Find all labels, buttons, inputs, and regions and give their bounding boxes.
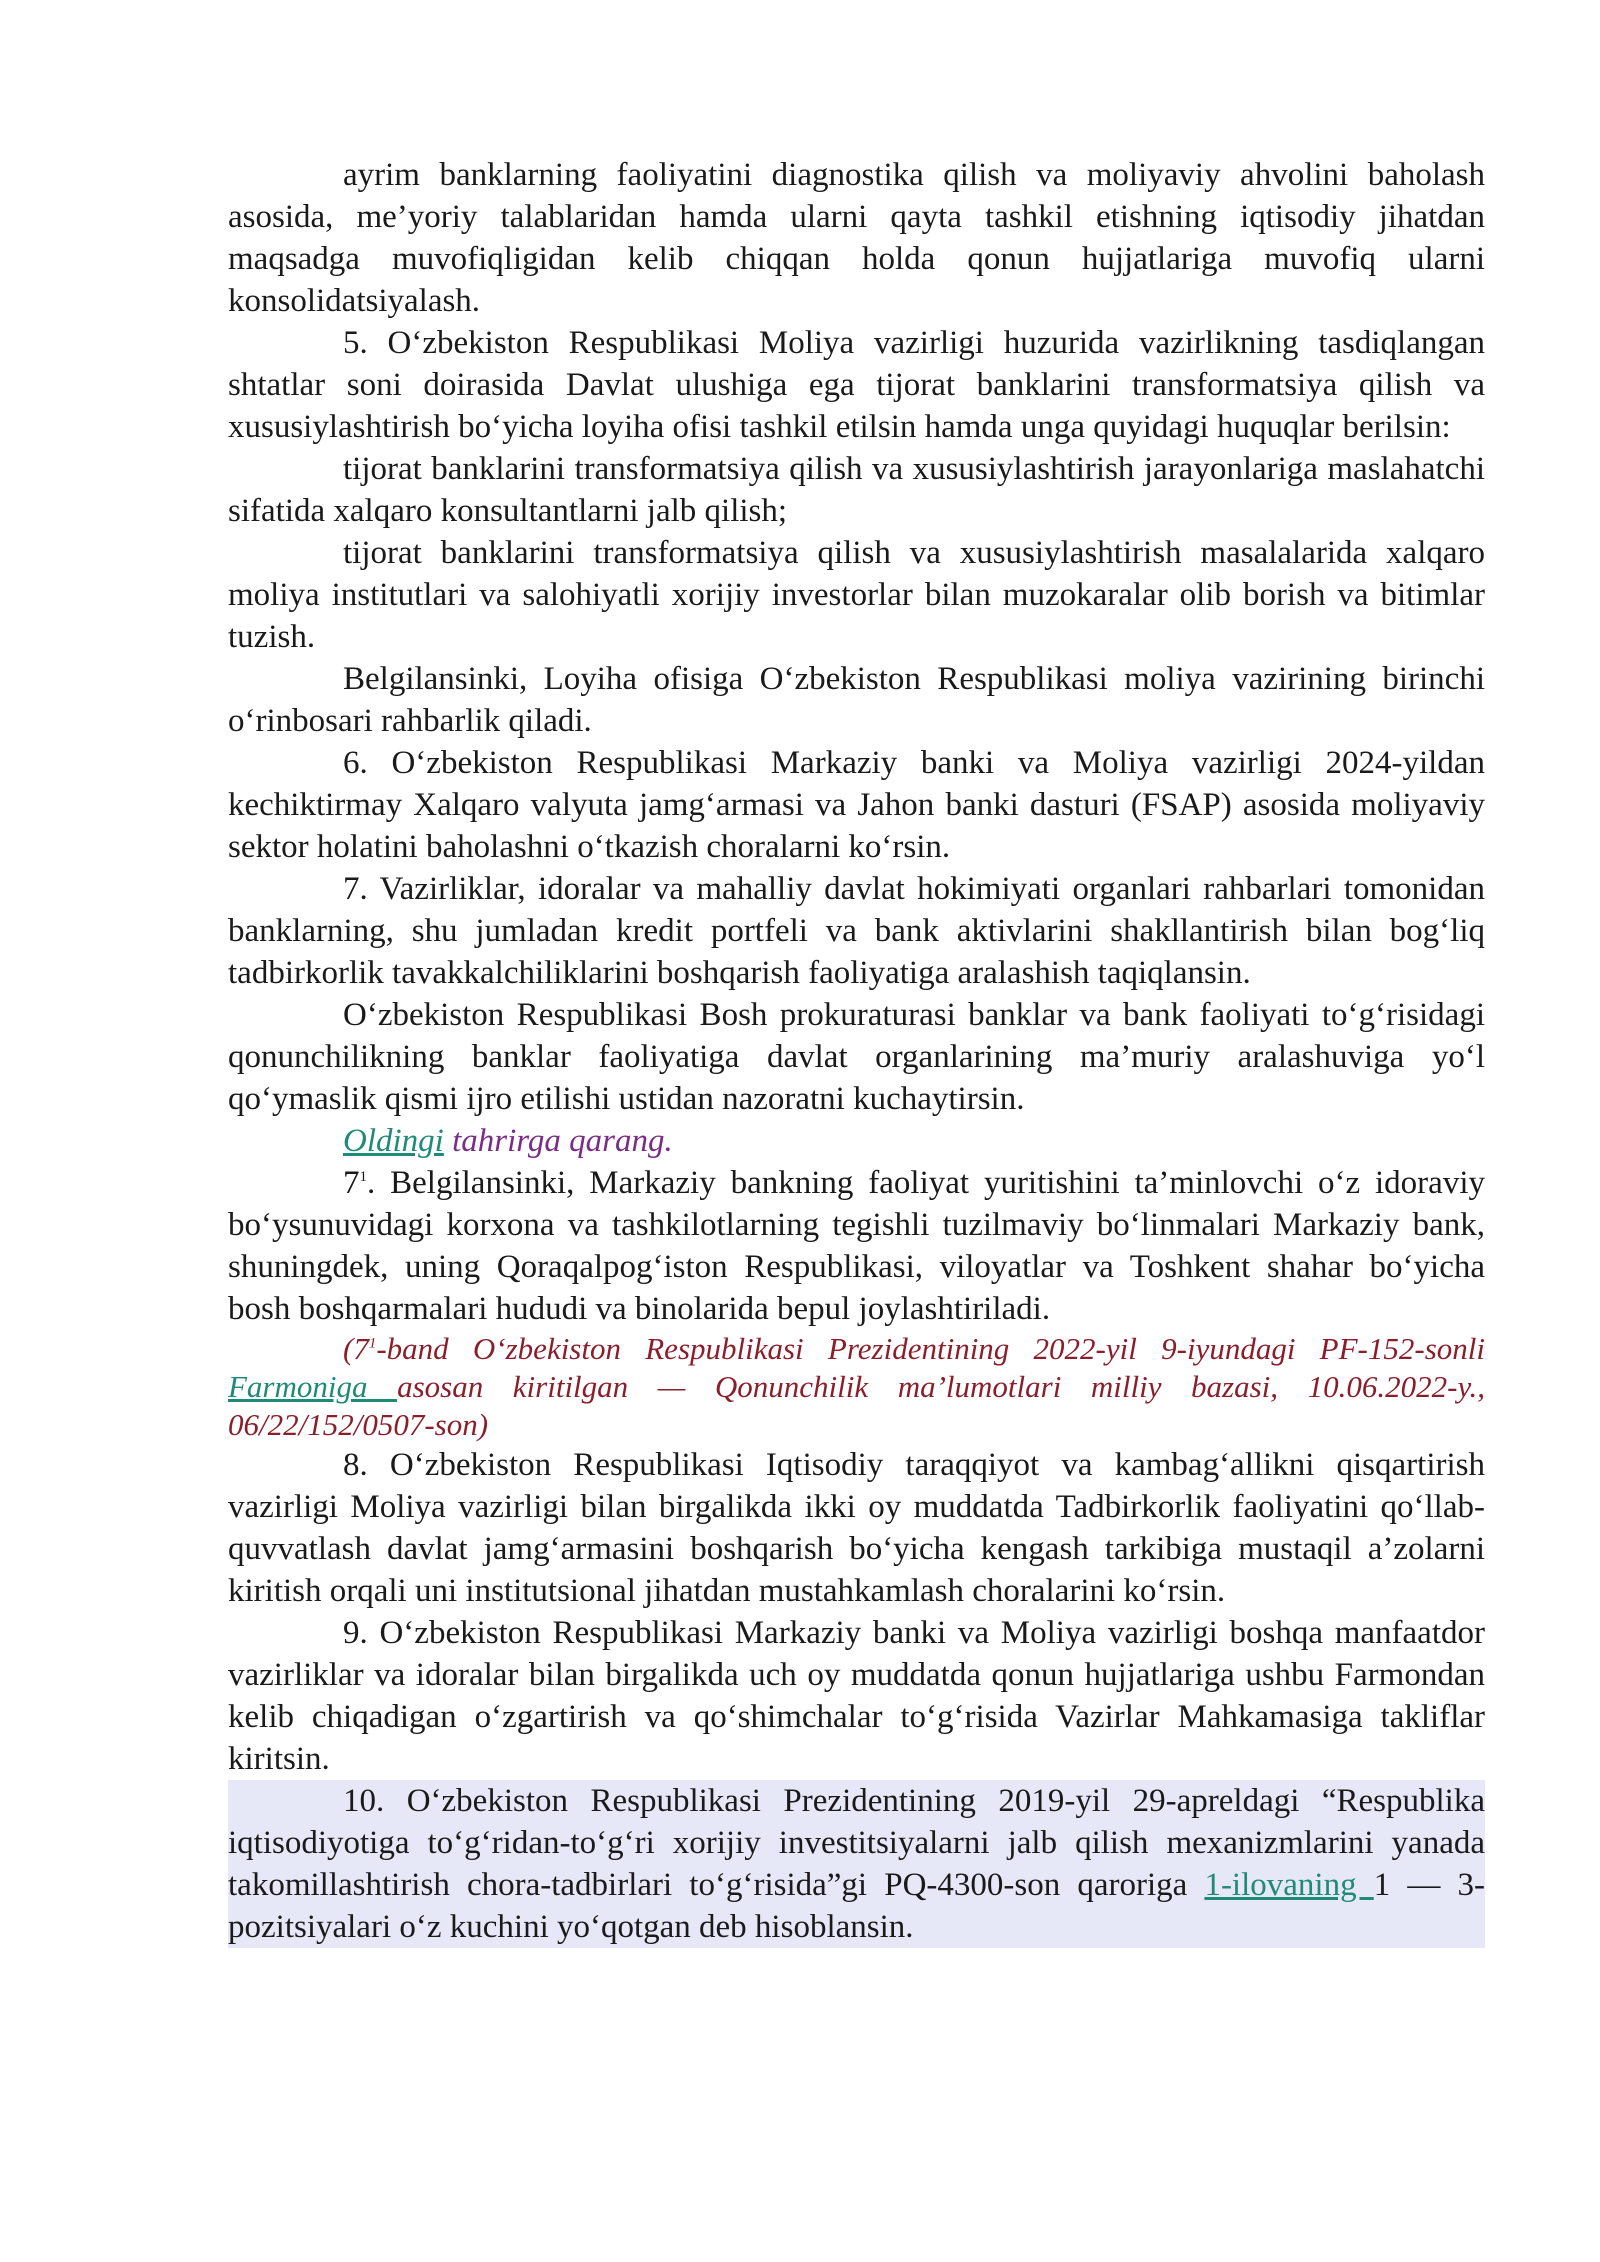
paragraph-6: 6. O‘zbekiston Respublikasi Markaziy banki va Moliya vazirligi 2024-yildan kechiktirmay Xalqaro valyuta jamg‘armasi va Jahon banki dasturi (FSAP) asosida moliyaviy sektor holatini baholashni o‘tkazish choralarni ko‘rsin. xyxy=(228,745,1485,865)
annex-link[interactable]: 1-ilovaning xyxy=(1204,1867,1374,1903)
paragraph-7-1 xyxy=(228,1162,1485,1330)
paragraph-5: 5. O‘zbekiston Respublikasi Moliya vazirligi huzurida vazirlikning tasdiqlangan shtatlar soni doirasida Davlat ulushiga ega tijorat banklarini transformatsiya qilish va xususiylashtirish bo‘yicha loyiha ofisi tashkil etilsin hamda unga quyidagi huquqlar berilsin: xyxy=(228,325,1485,445)
paragraph-10 xyxy=(228,1780,1485,1948)
amendment-note-prefix: (7 xyxy=(343,1331,369,1366)
paragraph-5-item-negotiations: tijorat banklarini transformatsiya qilish va xususiylashtirish masalalarida xalqaro moliya institutlari va salohiyatli xorijiy investorlar bilan muzokaralar olib borish va bitimlar tuzish. xyxy=(228,535,1485,655)
amendment-note-rest: asosan kiritilgan — Qonunchilik ma’lumotlari milliy bazasi, 10.06.2022-y., 06/22/152/0507-son) xyxy=(228,1369,1485,1442)
amendment-note-superscript: 1 xyxy=(368,1335,377,1352)
document-page xyxy=(228,154,1485,1948)
previous-edition-text: tahrirga qarang. xyxy=(443,1123,673,1159)
amendment-note-mid: -band O‘zbekiston Respublikasi Prezidentining 2022-yil 9-iyundagi PF-152-sonli xyxy=(376,1331,1485,1366)
paragraph-9: 9. O‘zbekiston Respublikasi Markaziy banki va Moliya vazirligi boshqa manfaatdor vazirliklar va idoralar bilan birgalikda uch oy muddatda qonun hujjatlariga ushbu Farmondan kelib chiqadigan o‘zgartirish va qo‘shimchalar to‘g‘risida Vazirlar Mahkamasiga takliflar kiritsin. xyxy=(228,1615,1485,1777)
paragraph-10-text: 10. O‘zbekiston Respublikasi Prezidentining 2019-yil 29-apreldagi “Respublika iqtisodiyotiga to‘g‘ridan-to‘g‘ri xorijiy investitsiyalarni jalb qilish mexanizmlarini yanada takomillashtirish chora-tadbirlari to‘g‘risida”gi PQ-4300-son qaroriga xyxy=(228,1783,1485,1903)
paragraph-5-project-office-head: Belgilansinki, Loyiha ofisiga O‘zbekiston Respublikasi moliya vazirining birinchi o‘rinbosari rahbarlik qiladi. xyxy=(228,661,1485,739)
decree-link[interactable]: Farmoniga xyxy=(228,1369,398,1404)
paragraph-7-1-superscript: 1 xyxy=(359,1169,367,1185)
paragraph-10-rest: 1 — 3-pozitsiyalari o‘z kuchini yo‘qotgan deb hisoblansin. xyxy=(228,1867,1485,1945)
paragraph-consolidation: ayrim banklarning faoliyatini diagnostika qilish va moliyaviy ahvolini baholash asosida, me’yoriy talablaridan hamda ularni qayta tashkil etishning iqtisodiy jihatdan maqsadga muvofiqligidan kelib chiqqan holda qonun hujjatlariga muvofiq ularni konsolidatsiyalash. xyxy=(228,157,1485,319)
paragraph-7: 7. Vazirliklar, idoralar va mahalliy davlat hokimiyati organlari rahbarlari tomonidan banklarning, shu jumladan kredit portfeli va bank aktivlarini shakllantirish bilan bog‘liq tadbirkorlik tavakkalchiliklarini boshqarish faoliyatiga aralashish taqiqlansin. xyxy=(228,871,1485,991)
paragraph-7-1-text: . Belgilansinki, Markaziy bankning faoliyat yuritishini ta’minlovchi o‘z idoraviy bo‘ysunuvidagi korxona va tashkilotlarning tegishli tuzilmaviy bo‘linmalari Markaziy bank, shuningdek, uning Qoraqalpog‘iston Respublikasi, viloyatlar va Toshkent shahar bo‘yicha bosh boshqarmalari hududi va binolarida bepul joylashtiriladi. xyxy=(228,1165,1485,1327)
amendment-note xyxy=(228,1330,1485,1444)
paragraph-7-1-number: 7 xyxy=(343,1165,360,1201)
paragraph-5-item-consultants: tijorat banklarini transformatsiya qilish va xususiylashtirish jarayonlariga maslahatchi sifatida xalqaro konsultantlarni jalb qilish; xyxy=(228,451,1485,529)
previous-edition-link[interactable]: Oldingi xyxy=(343,1123,444,1159)
paragraph-7-prosecutor: O‘zbekiston Respublikasi Bosh prokuraturasi banklar va bank faoliyati to‘g‘risidagi qonunchilikning banklar faoliyatiga davlat organlarining ma’muriy aralashuviga yo‘l qo‘ymaslik qismi ijro etilishi ustidan nazoratni kuchaytirsin. xyxy=(228,997,1485,1117)
paragraph-8: 8. O‘zbekiston Respublikasi Iqtisodiy taraqqiyot va kambag‘allikni qisqartirish vazirligi Moliya vazirligi bilan birgalikda ikki oy muddatda Tadbirkorlik faoliyatini qo‘llab-quvvatlash davlat jamg‘armasini boshqarish bo‘yicha kengash tarkibiga mustaqil a’zolarni kiritish orqali uni institutsional jihatdan mustahkamlash choralarini ko‘rsin. xyxy=(228,1447,1485,1609)
previous-edition-note xyxy=(228,1120,1485,1162)
